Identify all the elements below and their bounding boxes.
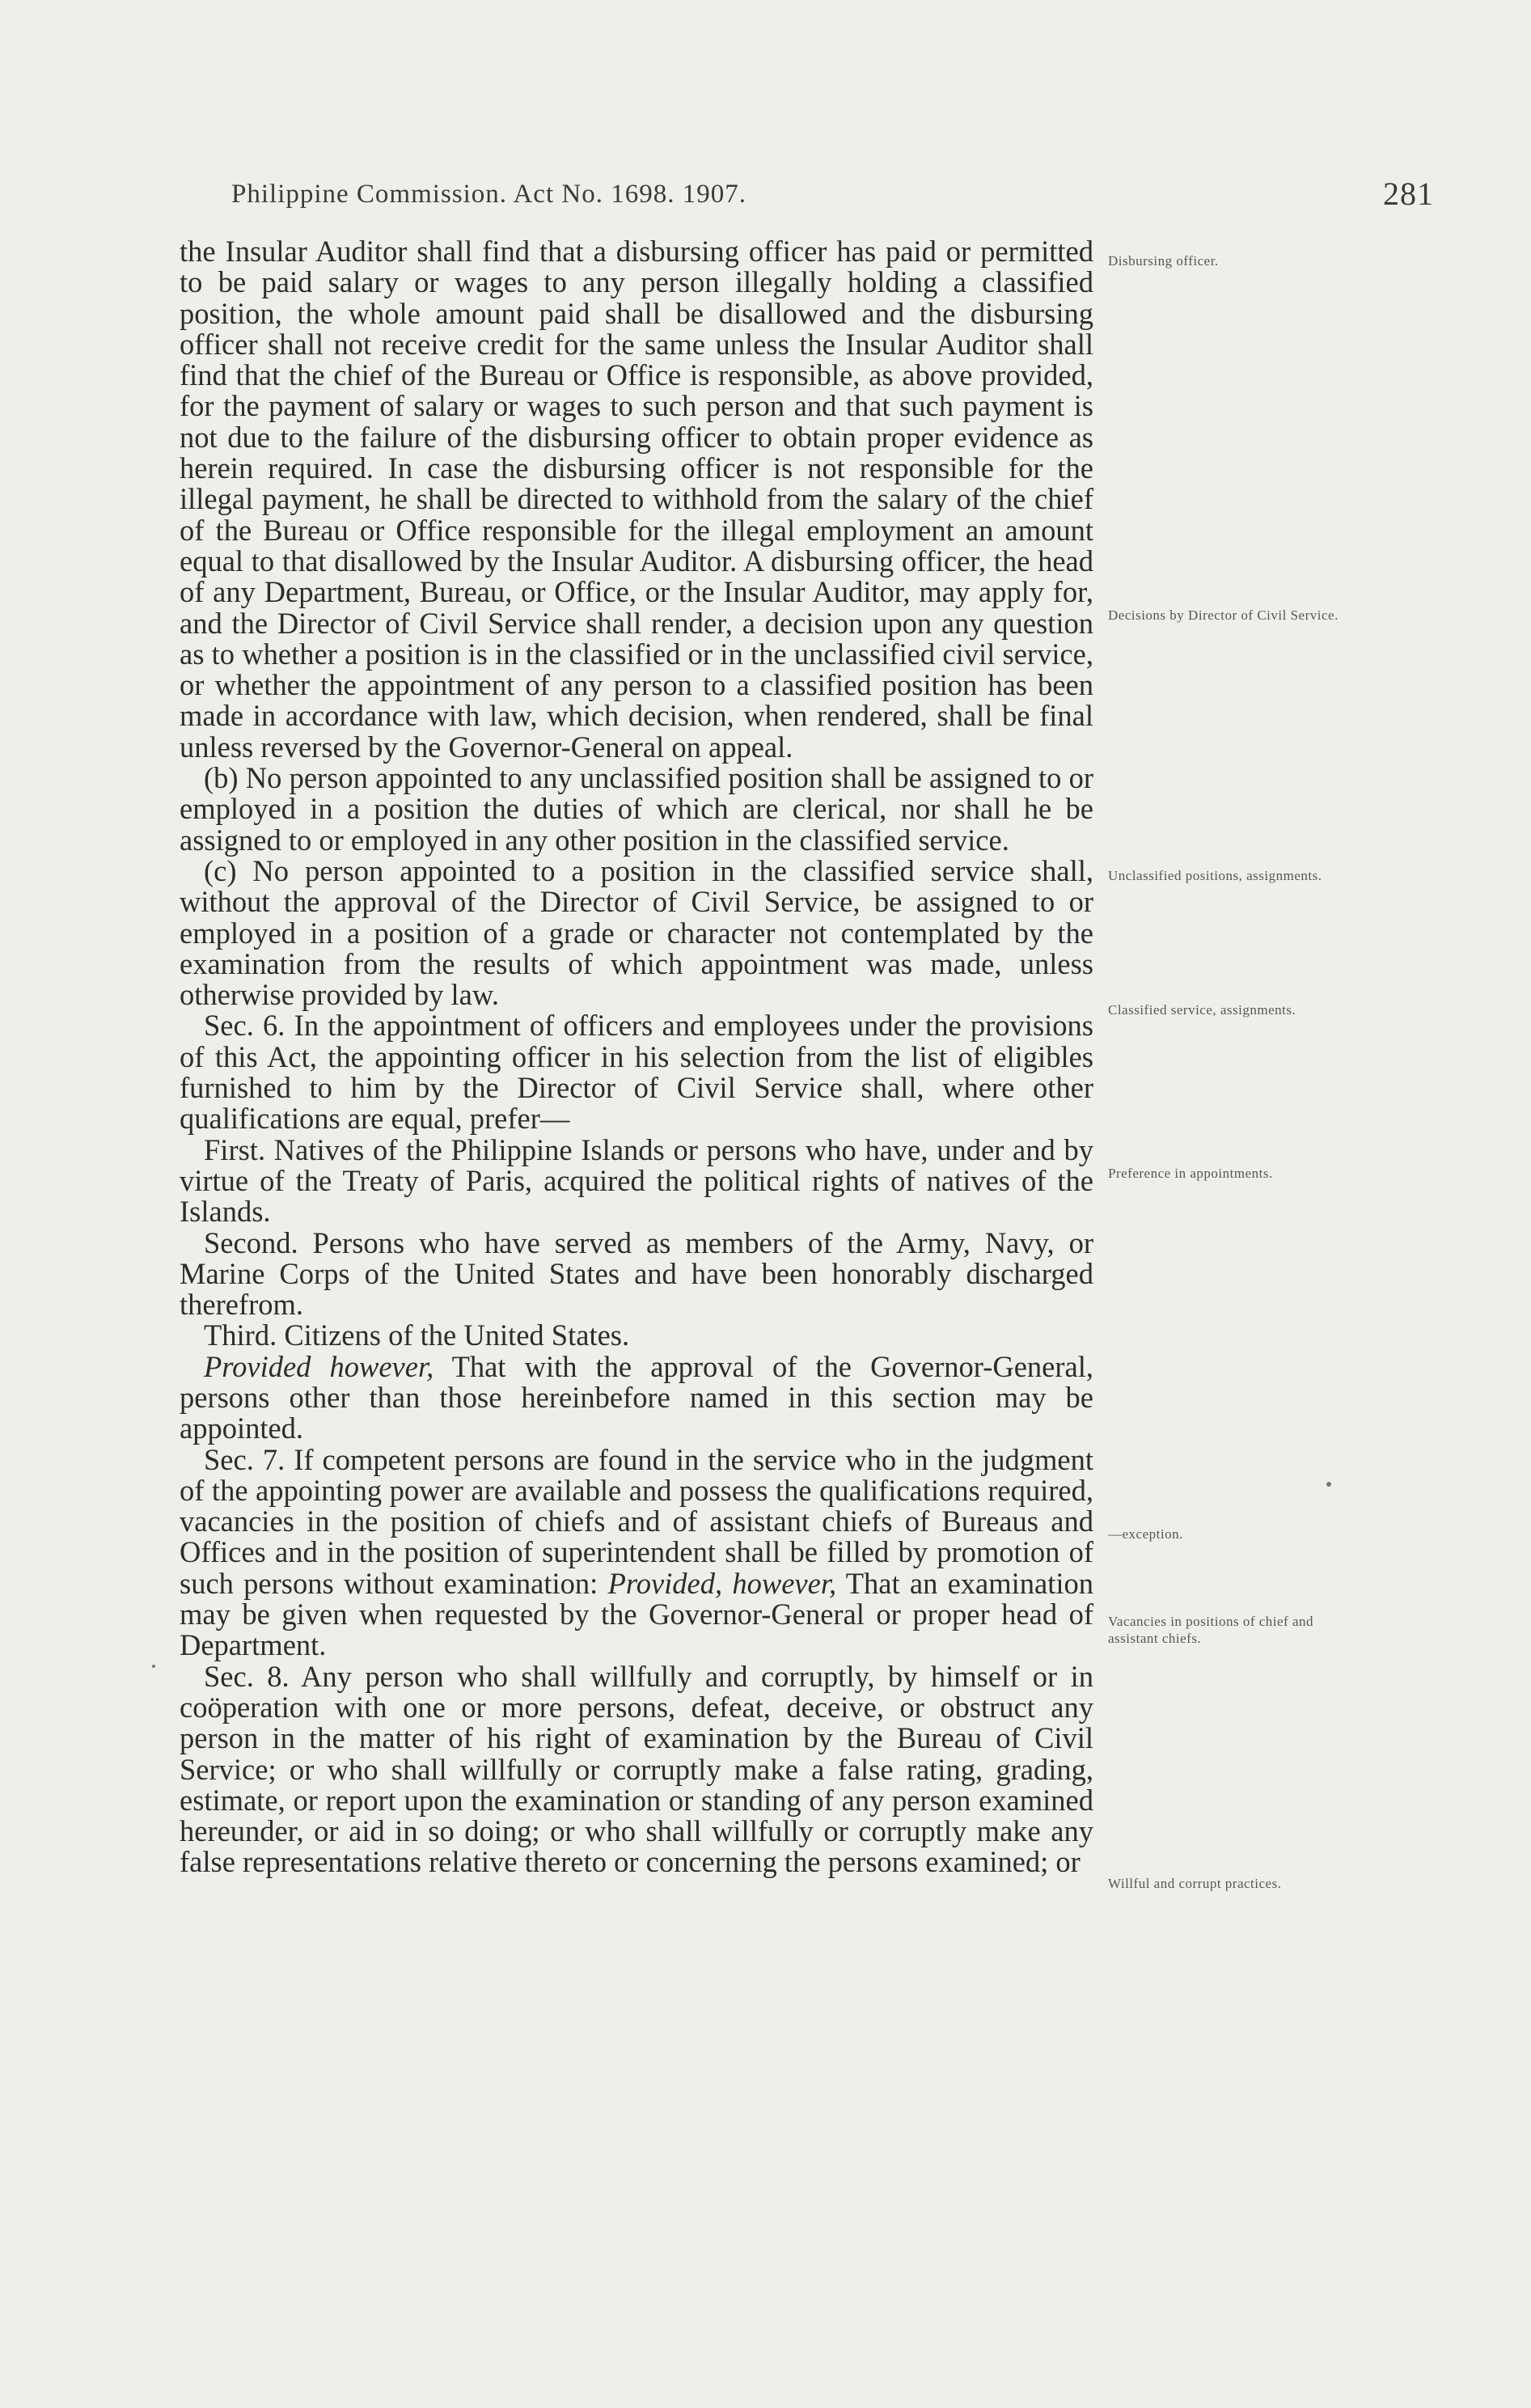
preference-second: Second. Persons who have served as members of the Army, Navy, or Marine Corps of the United States and have been honorably discharged therefrom. bbox=[180, 1225, 1093, 1322]
margin-note-preference: Preference in appointments. bbox=[1108, 1166, 1273, 1181]
page-number: 281 bbox=[1383, 176, 1434, 212]
margin-note-classified: Classified service, assignments. bbox=[1108, 1002, 1296, 1018]
margin-note-vacancies: Vacancies in positions of chief and assistant chiefs. bbox=[1108, 1614, 1314, 1646]
margin-note-exception: —exception. bbox=[1108, 1526, 1183, 1542]
margin-note-decisions: Decisions by Director of Civil Service. bbox=[1108, 607, 1339, 623]
preference-first: First. Natives of the Philippine Islands or persons who have, under and by virtue of the Treaty of Paris, acquired the political rights of natives of the Islands. bbox=[180, 1132, 1093, 1229]
section-7-text: Sec. 7. If competent persons are found in the service who in the judgment of the appointing power are available and possess the qualifications required, vacancies in the position of chiefs and of assistant chiefs of Bureaus and Offices and in the position of superintendent shall be filled by promotion of such persons without examination: bbox=[180, 1442, 1093, 1600]
print-speck bbox=[152, 1665, 155, 1668]
section-8: Sec. 8. Any person who shall willfully and corruptly, by himself or in coöperation with one or more persons, defeat, deceive, or obstruct any person in the matter of his right of examination by the Bureau of Civil Service; or who shall willfully or corruptly make a false rating, grading, estimate, or report upon the examination or standing of any person examined hereunder, or aid in so doing; or who shall willfully or corruptly make any false representations relative thereto or concerning the persons examined; or bbox=[180, 1659, 1093, 1879]
section-6: Sec. 6. In the appointment of officers and employees under the provisions of this Act, the appointing officer in his selection from the list of eligibles furnished to him by the Director of Civil Service shall, where other qualifications are equal, prefer— bbox=[180, 1009, 1093, 1136]
section-7-end: That an examination may be given when requested by the Governor-General or proper head of Department. bbox=[180, 1566, 1094, 1662]
margin-note-unclassified: Unclassified positions, assignments. bbox=[1108, 868, 1322, 883]
section-7-proviso: Provided, however, bbox=[607, 1566, 837, 1600]
preference-third: Third. Citizens of the United States. bbox=[204, 1318, 630, 1352]
running-title: Philippine Commission. Act No. 1698. 1907. bbox=[231, 180, 746, 209]
paragraph-b: (b) No person appointed to any unclassified position shall be assigned to or employed in a position the duties of which are clerical, nor shall he be assigned to or employed in any other position in the classified service. bbox=[180, 761, 1093, 857]
paragraph-c: (c) No person appointed to a position in the classified service shall, without the approval of the Director of Civil Service, be assigned to or employed in a position of a grade or character not contemplated by the examination from the results of which appointment was made, unless otherwise provided by law. bbox=[180, 853, 1093, 1012]
proviso-lead: Provided however, bbox=[204, 1349, 434, 1383]
margin-note-disbursing: Disbursing officer. bbox=[1108, 253, 1219, 269]
section-7 bbox=[180, 1442, 1094, 1662]
proviso bbox=[180, 1349, 1093, 1445]
body-text bbox=[180, 236, 1093, 1878]
print-speck bbox=[1326, 1482, 1331, 1487]
proviso-text: That with the approval of the Governor-General, persons other than those hereinbefore named in this section may be appointed. bbox=[180, 1349, 1093, 1445]
margin-note-willful: Willful and corrupt practices. bbox=[1108, 1876, 1282, 1891]
paragraph-continued: the Insular Auditor shall find that a disbursing officer has paid or permitted to be paid salary or wages to any person illegally holding a classified position, the whole amount paid shall be disallowed and the disbursing officer shall not receive credit for the same unless the Insular Auditor shall find that the chief of the Bureau or Office is responsible, as above provided, for the payment of salary or wages to such person and that such payment is not due to the failure of the disbursing officer to obtain proper evidence as herein required. In case the disbursing officer is not responsible for the illegal payment, he shall be directed to withhold from the salary of the chief of the Bureau or Office responsible for the illegal employment an amount equal to that disallowed by the Insular Auditor. A disbursing officer, the head of any Department, Bureau, or Office, or the Insular Auditor, may apply for, and the Director of Civil Service shall render, a decision upon any question as to whether a position is in the classified or in the unclassified civil service, or whether the appointment of any person to a classified position has been made in accordance with law, which decision, when rendered, shall be final unless reversed by the Governor-General on appeal. bbox=[180, 235, 1093, 764]
